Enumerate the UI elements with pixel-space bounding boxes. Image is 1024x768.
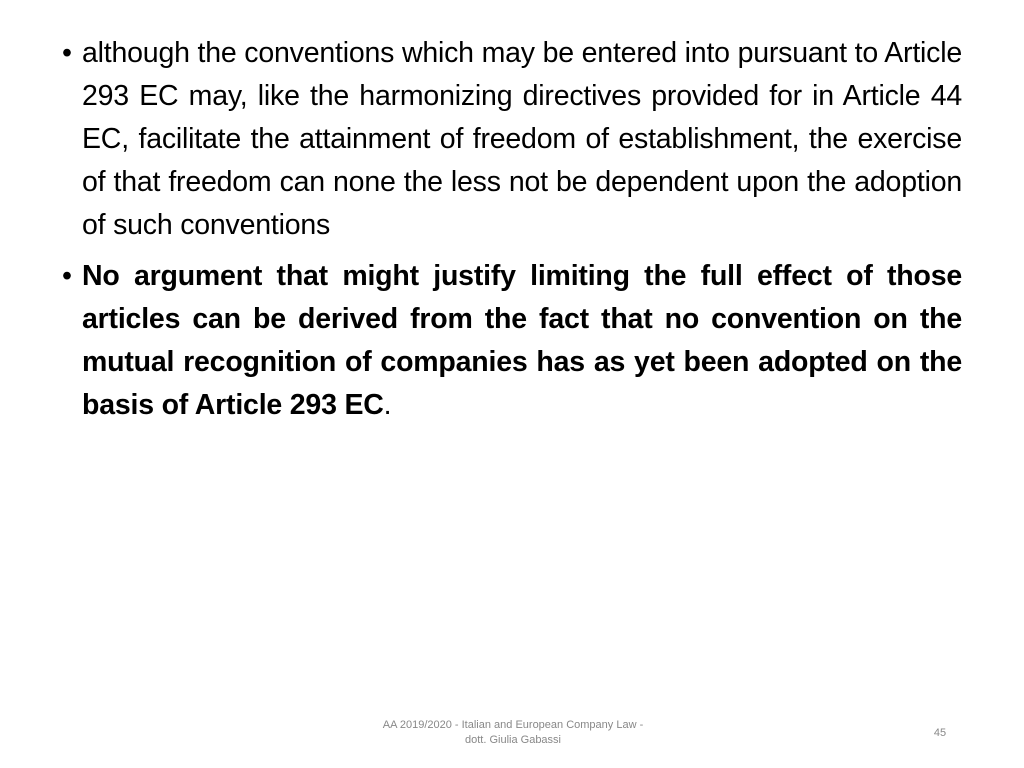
footer-line-1: AA 2019/2020 - Italian and European Company Law -: [382, 719, 644, 731]
bullet-item-1: [62, 32, 962, 247]
bullet-item-2: [62, 255, 962, 427]
footer-text: [360, 718, 666, 748]
bullet-marker: •: [62, 37, 72, 69]
page-number: 45: [933, 727, 947, 739]
footer-line-2: dott. Giulia Gabassi: [465, 734, 561, 746]
bullet-text: No argument that might justify limiting the full effect of those articles can be derived from the fact that no convention on the mutual recognition of companies has as yet been adopted on the basis of Article 293 EC: [82, 260, 962, 421]
bullet-list: [62, 32, 962, 435]
bullet-trailing-punctuation: .: [383, 389, 392, 421]
bullet-marker: •: [62, 260, 72, 292]
bullet-text: although the conventions which may be entered into pursuant to Article 293 EC may, like the harmonizing directives provided for in Article 44 EC, facilitate the attainment of freedom of establishment, the exercise of that freedom can none the less not be dependent upon the adoption of such conventions: [82, 37, 962, 241]
